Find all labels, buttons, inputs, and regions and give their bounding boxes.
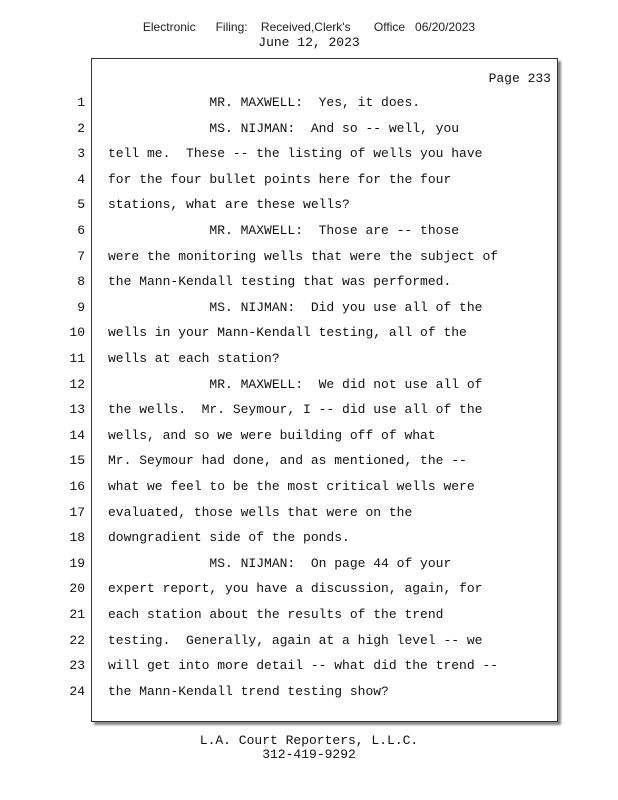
transcript-line: stations, what are these wells?: [108, 197, 350, 212]
line-number: 1: [77, 95, 85, 110]
transcript-line: MS. NIJMAN: On page 44 of your: [108, 556, 452, 571]
line-number: 23: [69, 658, 85, 673]
filing-stamp: Electronic Filing: Received,Clerk's Office 06/20/2023: [142, 20, 476, 34]
line-number: 18: [69, 530, 85, 545]
transcript-line: were the monitoring wells that were the subject of: [108, 249, 499, 264]
line-number: 3: [77, 146, 85, 161]
transcript-line: the wells. Mr. Seymour, I -- did use all of the: [108, 402, 483, 417]
line-number: 9: [77, 300, 85, 315]
transcript-line: the Mann-Kendall testing that was performed.: [108, 274, 452, 289]
line-number: 12: [69, 377, 85, 392]
transcript-line: what we feel to be the most critical wells were: [108, 479, 475, 494]
court-reporter-name: L.A. Court Reporters, L.L.C.: [199, 733, 419, 748]
transcript-line: wells at each station?: [108, 351, 280, 366]
transcript-date: June 12, 2023: [258, 35, 360, 50]
transcript-line: MS. NIJMAN: And so -- well, you: [108, 121, 460, 136]
line-number: 4: [77, 172, 85, 187]
transcript-line: expert report, you have a discussion, again, for: [108, 581, 483, 596]
transcript-line: wells, and so we were building off of what: [108, 428, 436, 443]
line-number: 8: [77, 274, 85, 289]
transcript-line: MS. NIJMAN: Did you use all of the: [108, 300, 483, 315]
line-number: 5: [77, 197, 85, 212]
court-reporter-phone: 312-419-9292: [262, 747, 356, 762]
line-number: 16: [69, 479, 85, 494]
line-number: 2: [77, 121, 85, 136]
transcript-line: testing. Generally, again at a high level -- we: [108, 633, 483, 648]
line-number: 15: [69, 453, 85, 468]
line-number: 14: [69, 428, 85, 443]
transcript-line: wells in your Mann-Kendall testing, all of the: [108, 325, 467, 340]
line-number: 17: [69, 505, 85, 520]
line-number: 10: [69, 325, 85, 340]
transcript-line: tell me. These -- the listing of wells you have: [108, 146, 483, 161]
transcript-line: evaluated, those wells that were on the: [108, 505, 413, 520]
transcript-line: MR. MAXWELL: Those are -- those: [108, 223, 460, 238]
line-number: 7: [77, 249, 85, 264]
line-number: 19: [69, 556, 85, 571]
line-number: 20: [69, 581, 85, 596]
transcript-line: Mr. Seymour had done, and as mentioned, the --: [108, 453, 467, 468]
line-number: 6: [77, 223, 85, 238]
line-number: 11: [69, 351, 85, 366]
transcript-line: downgradient side of the ponds.: [108, 530, 350, 545]
page-number: Page 233: [488, 71, 551, 86]
line-number: 22: [69, 633, 85, 648]
transcript-line: each station about the results of the trend: [108, 607, 444, 622]
transcript-line: will get into more detail -- what did the trend --: [108, 658, 499, 673]
line-number: 13: [69, 402, 85, 417]
transcript-line: for the four bullet points here for the four: [108, 172, 452, 187]
transcript-line: MR. MAXWELL: Yes, it does.: [108, 95, 421, 110]
line-number: 21: [69, 607, 85, 622]
line-number: 24: [69, 684, 85, 699]
transcript-line: MR. MAXWELL: We did not use all of: [108, 377, 483, 392]
transcript-line: the Mann-Kendall trend testing show?: [108, 684, 389, 699]
